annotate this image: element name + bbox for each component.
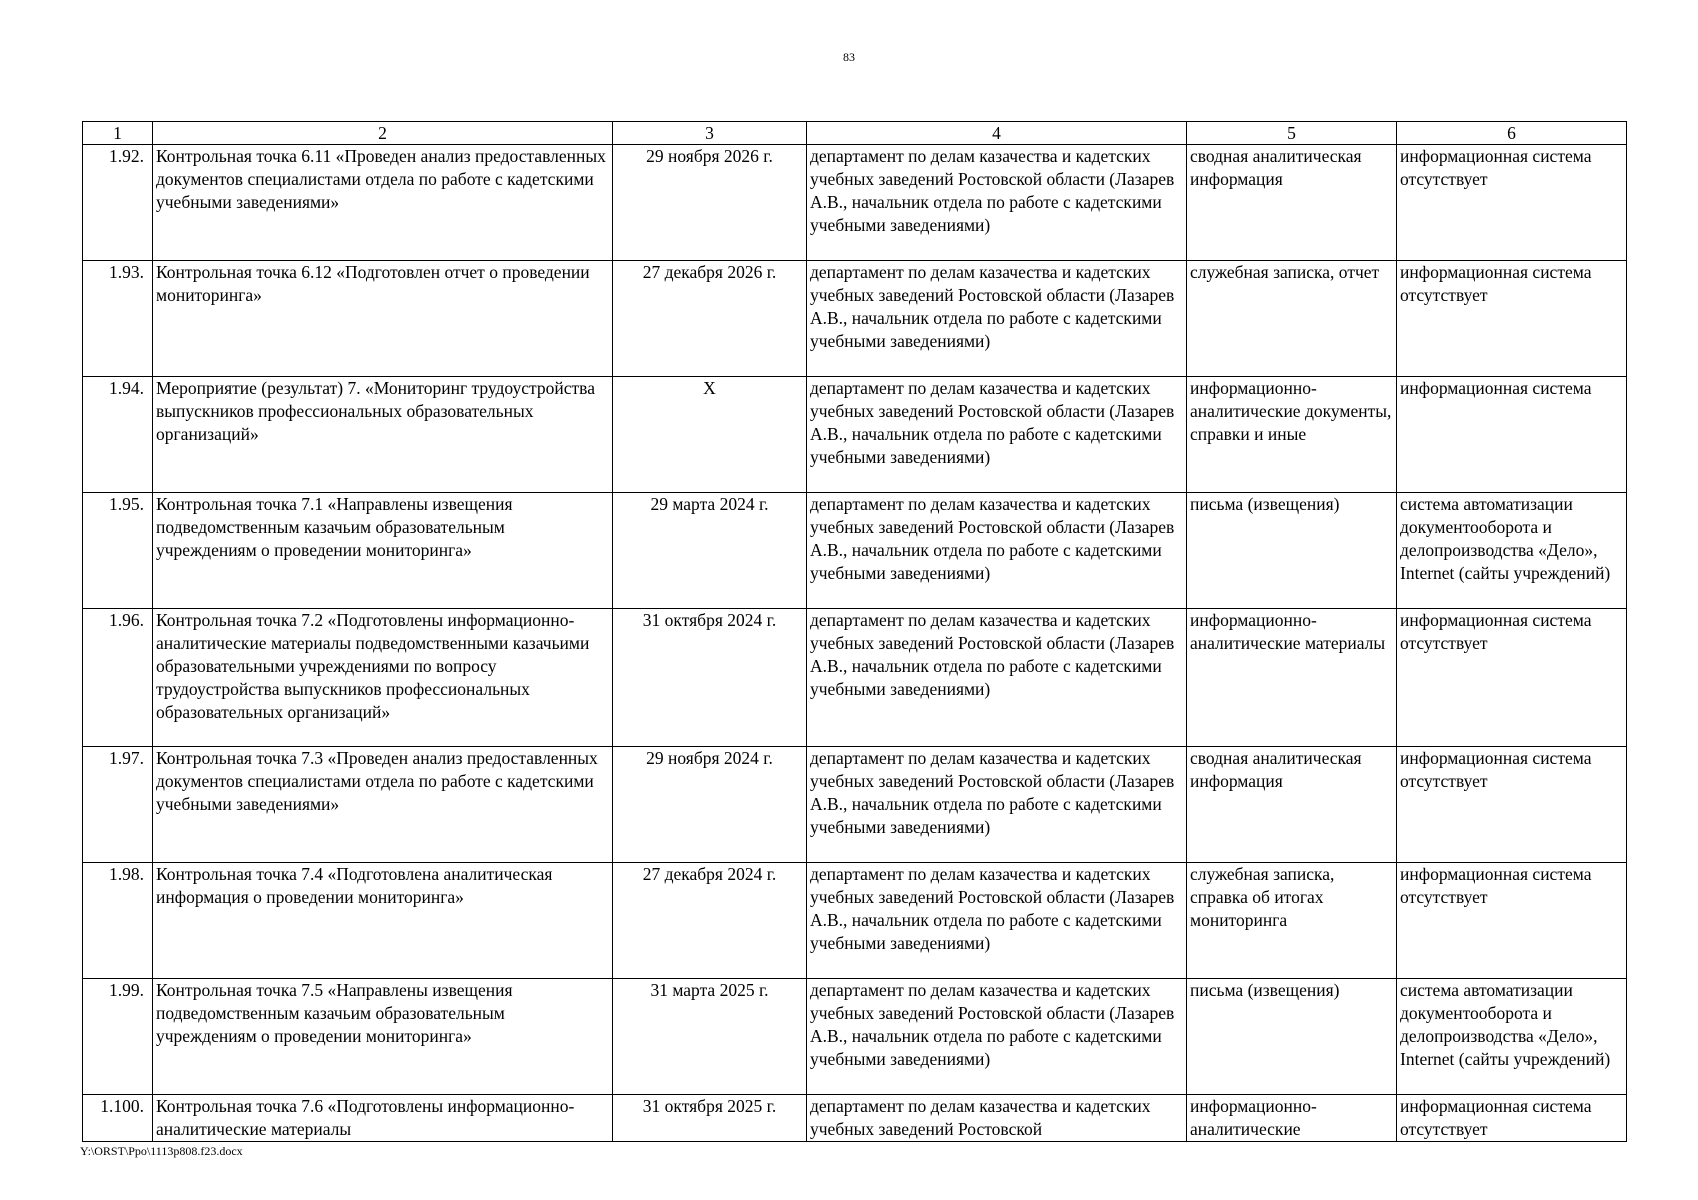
table-row [83, 747, 1627, 863]
table-row [83, 1095, 1627, 1142]
row-name: Контрольная точка 6.11 «Проведен анализ предоставленных документов специалистами отдела по работе с кадетскими учебными заведениями» [153, 145, 613, 261]
row-number: 1.93. [83, 261, 153, 377]
column-header: 4 [807, 122, 1187, 145]
row-document: информационно-аналитические [1187, 1095, 1397, 1142]
row-responsible: департамент по делам казачества и кадетских учебных заведений Ростовской области (Лазарев А.В., начальник отдела по работе с кадетскими учебными заведениями) [807, 979, 1187, 1095]
row-name: Контрольная точка 7.6 «Подготовлены информационно-аналитические материалы [153, 1095, 613, 1142]
row-number: 1.94. [83, 377, 153, 493]
table-row [83, 979, 1627, 1095]
row-responsible: департамент по делам казачества и кадетских учебных заведений Ростовской области (Лазарев А.В., начальник отдела по работе с кадетскими учебными заведениями) [807, 261, 1187, 377]
row-date: 31 марта 2025 г. [613, 979, 807, 1095]
row-date: 27 декабря 2026 г. [613, 261, 807, 377]
table-row [83, 609, 1627, 747]
row-name: Мероприятие (результат) 7. «Мониторинг трудоустройства выпускников профессиональных образовательных организаций» [153, 377, 613, 493]
row-name: Контрольная точка 7.1 «Направлены извещения подведомственным казачьим образовательным учреждениям о проведении мониторинга» [153, 493, 613, 609]
row-system: информационная система отсутствует [1397, 1095, 1627, 1142]
row-date: 27 декабря 2024 г. [613, 863, 807, 979]
row-date: X [613, 377, 807, 493]
row-responsible: департамент по делам казачества и кадетских учебных заведений Ростовской области (Лазарев А.В., начальник отдела по работе с кадетскими учебными заведениями) [807, 609, 1187, 747]
row-name: Контрольная точка 7.5 «Направлены извещения подведомственным казачьим образовательным учреждениям о проведении мониторинга» [153, 979, 613, 1095]
row-number: 1.99. [83, 979, 153, 1095]
row-date: 29 марта 2024 г. [613, 493, 807, 609]
row-date: 29 ноября 2026 г. [613, 145, 807, 261]
row-name: Контрольная точка 7.4 «Подготовлена аналитическая информация о проведении мониторинга» [153, 863, 613, 979]
row-name: Контрольная точка 7.3 «Проведен анализ предоставленных документов специалистами отдела по работе с кадетскими учебными заведениями» [153, 747, 613, 863]
row-system: информационная система отсутствует [1397, 261, 1627, 377]
row-system: информационная система отсутствует [1397, 145, 1627, 261]
row-number: 1.92. [83, 145, 153, 261]
row-document: служебная записка, отчет [1187, 261, 1397, 377]
row-system: система автоматизации документооборота и делопроизводства «Дело», Internet (сайты учреждений) [1397, 493, 1627, 609]
row-date: 31 октября 2025 г. [613, 1095, 807, 1142]
column-header: 2 [153, 122, 613, 145]
column-header: 1 [83, 122, 153, 145]
row-responsible: департамент по делам казачества и кадетских учебных заведений Ростовской области (Лазарев А.В., начальник отдела по работе с кадетскими учебными заведениями) [807, 377, 1187, 493]
column-header: 3 [613, 122, 807, 145]
row-document: служебная записка, справка об итогах мониторинга [1187, 863, 1397, 979]
column-header: 6 [1397, 122, 1627, 145]
column-header: 5 [1187, 122, 1397, 145]
row-document: письма (извещения) [1187, 493, 1397, 609]
row-number: 1.100. [83, 1095, 153, 1142]
row-document: письма (извещения) [1187, 979, 1397, 1095]
table-row [83, 377, 1627, 493]
row-document: информационно-аналитические материалы [1187, 609, 1397, 747]
row-responsible: департамент по делам казачества и кадетских учебных заведений Ростовской области (Лазарев А.В., начальник отдела по работе с кадетскими учебными заведениями) [807, 145, 1187, 261]
row-date: 29 ноября 2024 г. [613, 747, 807, 863]
row-number: 1.96. [83, 609, 153, 747]
row-document: информационно-аналитические документы, справки и иные [1187, 377, 1397, 493]
document-table [82, 121, 1627, 1142]
row-name: Контрольная точка 7.2 «Подготовлены информационно-аналитические материалы подведомственными казачьими образовательными учреждениями по вопросу трудоустройства выпускников профессиональных образовательных организаций» [153, 609, 613, 747]
row-responsible: департамент по делам казачества и кадетских учебных заведений Ростовской области (Лазарев А.В., начальник отдела по работе с кадетскими учебными заведениями) [807, 493, 1187, 609]
table-row [83, 145, 1627, 261]
row-system: система автоматизации документооборота и делопроизводства «Дело», Internet (сайты учреждений) [1397, 979, 1627, 1095]
row-system: информационная система отсутствует [1397, 747, 1627, 863]
footer-file-path: Y:\ORST\Ppo\1113p808.f23.docx [80, 1144, 243, 1158]
row-responsible: департамент по делам казачества и кадетских учебных заведений Ростовской области (Лазарев А.В., начальник отдела по работе с кадетскими учебными заведениями) [807, 747, 1187, 863]
row-system: информационная система отсутствует [1397, 863, 1627, 979]
page-number: 83 [843, 50, 855, 64]
row-document: сводная аналитическая информация [1187, 747, 1397, 863]
row-system: информационная система [1397, 377, 1627, 493]
table-row [83, 493, 1627, 609]
row-system: информационная система отсутствует [1397, 609, 1627, 747]
table-row [83, 863, 1627, 979]
row-number: 1.98. [83, 863, 153, 979]
row-date: 31 октября 2024 г. [613, 609, 807, 747]
row-document: сводная аналитическая информация [1187, 145, 1397, 261]
row-number: 1.95. [83, 493, 153, 609]
table-row [83, 261, 1627, 377]
row-responsible: департамент по делам казачества и кадетских учебных заведений Ростовской [807, 1095, 1187, 1142]
row-number: 1.97. [83, 747, 153, 863]
table-header-row [83, 122, 1627, 145]
row-responsible: департамент по делам казачества и кадетских учебных заведений Ростовской области (Лазарев А.В., начальник отдела по работе с кадетскими учебными заведениями) [807, 863, 1187, 979]
row-name: Контрольная точка 6.12 «Подготовлен отчет о проведении мониторинга» [153, 261, 613, 377]
